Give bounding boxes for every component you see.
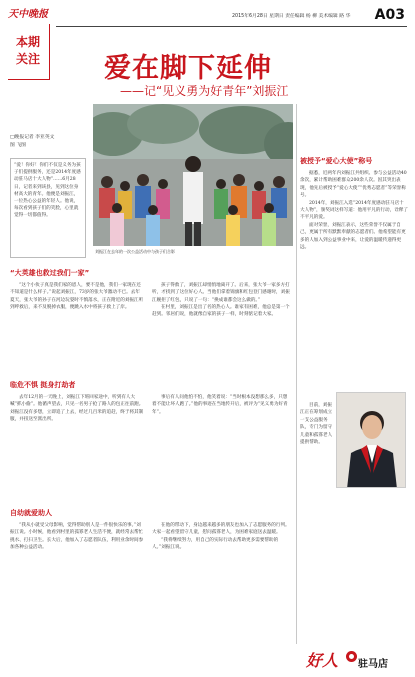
paragraph: “这个小伙子真是我们家的恩人，要不是他，我们一家现在还不知道是什么样子。”说起刘振江，73岁的张大爷激动不已。去年夏天，张大爷的孙子在河边玩耍时不慎落水，正在附近的刘振江听到呼救后，来不及脱掉衣服，便跳入水中将孩子救上了岸。 xyxy=(10,283,144,310)
header-rule xyxy=(56,26,407,27)
section-1-col-a xyxy=(10,282,144,374)
section-title-3: 自幼就爱助人 xyxy=(10,509,52,517)
portrait-graphic xyxy=(337,393,406,488)
byline: □晚报记者 李亚英文 图 飞图 xyxy=(10,135,55,148)
paragraph: 2014年，刘振江入选“2014年度感动驻马店十大人物”，颁奖词这样写道：他用平凡的行动，诠释了不平凡的爱。 xyxy=(300,200,408,221)
section-label-line2: 关注 xyxy=(15,52,40,66)
masthead-logo: 天中晚报 xyxy=(8,9,48,20)
subheadline: ——记“见义勇为好青年”刘振江 xyxy=(120,84,289,98)
paragraph: “我将继续努力，用自己的实际行动去帮助更多需要帮助的人。”刘振江说。 xyxy=(152,537,279,550)
section-label xyxy=(10,34,46,68)
paragraph: 事后有人问他怕不怕，他笑着说：“当时根本没想那么多，只想着不能让坏人跑了。”他的事迹在当地传开后，被评为“见义勇为好青年”。 xyxy=(152,395,288,415)
section-label-line1: 本期 xyxy=(15,35,40,49)
section-3-col-b xyxy=(152,522,290,670)
photo-caption: 刘振江在去年的一次公益活动中与孩子们合影 xyxy=(95,249,175,254)
sidebar-text-narrow xyxy=(300,402,334,502)
paragraph: 在他的带动下，身边越来越多的朋友也加入了志愿服务的行列。大家一起看望留守儿童，慰问孤寡老人，为困难家庭送去温暖。 xyxy=(152,523,290,536)
badge-place-text: 驻马店 xyxy=(358,659,388,670)
portrait-photo xyxy=(336,392,406,488)
section-2-col-a xyxy=(10,394,144,502)
headline: 爱在脚下延伸 xyxy=(104,53,272,84)
page-number: A03 xyxy=(374,7,405,23)
paragraph: 目前，刘振江正在筹划成立一支公益服务队，专门为留守儿童和孤寡老人提供帮助。 xyxy=(300,403,333,446)
sidebar-title: 被授予“爱心大使”称号 xyxy=(300,157,373,165)
paragraph: 孩子得救了，刘振江却悄悄地离开了。后来，张大爷一家多方打听，才找到了这位好心人。当他们拿着锦旗和红包登门感谢时，刘振江婉拒了红包，只说了一句：“换成谁都会这么做的。” xyxy=(152,283,290,303)
paragraph: 据悉，近两年内刘振江共组织、参与公益活动40余次，累计帮助困难群众200余人次。因其突出表现，他先后被授予“爱心大使”“优秀志愿者”等荣誉称号。 xyxy=(300,171,407,199)
sidebar-text xyxy=(300,170,408,394)
news-photo-graphic xyxy=(93,104,293,246)
column-divider xyxy=(296,104,297,644)
paragraph: “我从小就受父母影响，觉得帮助别人是一件很快乐的事。”刘振江说。小时候，他看到村里的孤寡老人生活不便，就经常去帮忙挑水、打扫卫生。长大后，他加入了志愿者队伍，利用业余时间参加各种公益活动。 xyxy=(10,523,144,550)
section-3-col-a xyxy=(10,522,144,670)
badge-emblem-icon xyxy=(346,651,357,662)
paragraph: 面对荣誉，刘振江表示，这些荣誉不仅属于自己，更属于所有默默奉献的志愿者们。他希望能有更多的人加入到公益事业中来，让爱的温暖传递得更远。 xyxy=(300,222,406,251)
news-photo xyxy=(93,104,293,246)
section-1-col-b xyxy=(152,282,290,374)
sidebar xyxy=(300,104,408,648)
section-title-2: 临危不惧 挺身打劫者 xyxy=(10,381,76,389)
date-line: 2015年6月28日 星期日 责任编辑 杨 柳 美术编辑 路 华 xyxy=(232,14,351,19)
paragraph: 去年12月的一天晚上，刘振江下班回家途中，听到有人大喊“抓小偷”。他循声望去，只见一名男子抢了路人的包正往前跑。刘振江没有多想，立即追了上去，经过几百米的追赶，终于将其制服，并扭送至派出所。 xyxy=(10,395,144,422)
section-2-col-b xyxy=(152,394,290,502)
footer-badge xyxy=(302,648,408,672)
section-title-1: “大英雄也救过我们一家” xyxy=(10,269,90,277)
badge-main-text: 好人 xyxy=(306,651,339,670)
paragraph: 在村里，刘振江是出了名的热心人。谁家有困难，他总是第一个赶到。邻居们说，他就像自家的孩子一样，时刻惦记着大家。 xyxy=(152,304,290,318)
intro-box: “爱！你好！你们不仅是义务为孩子们提供服务，还是2014年度感动驻马店十大人物”……6月28日，记者来到该县，见到这位身材高大的青年。他便是刘振江，一位热心公益的年轻人。他说，每次看到孩子们的笑脸，心里就觉得一切都值得。 xyxy=(10,158,86,258)
